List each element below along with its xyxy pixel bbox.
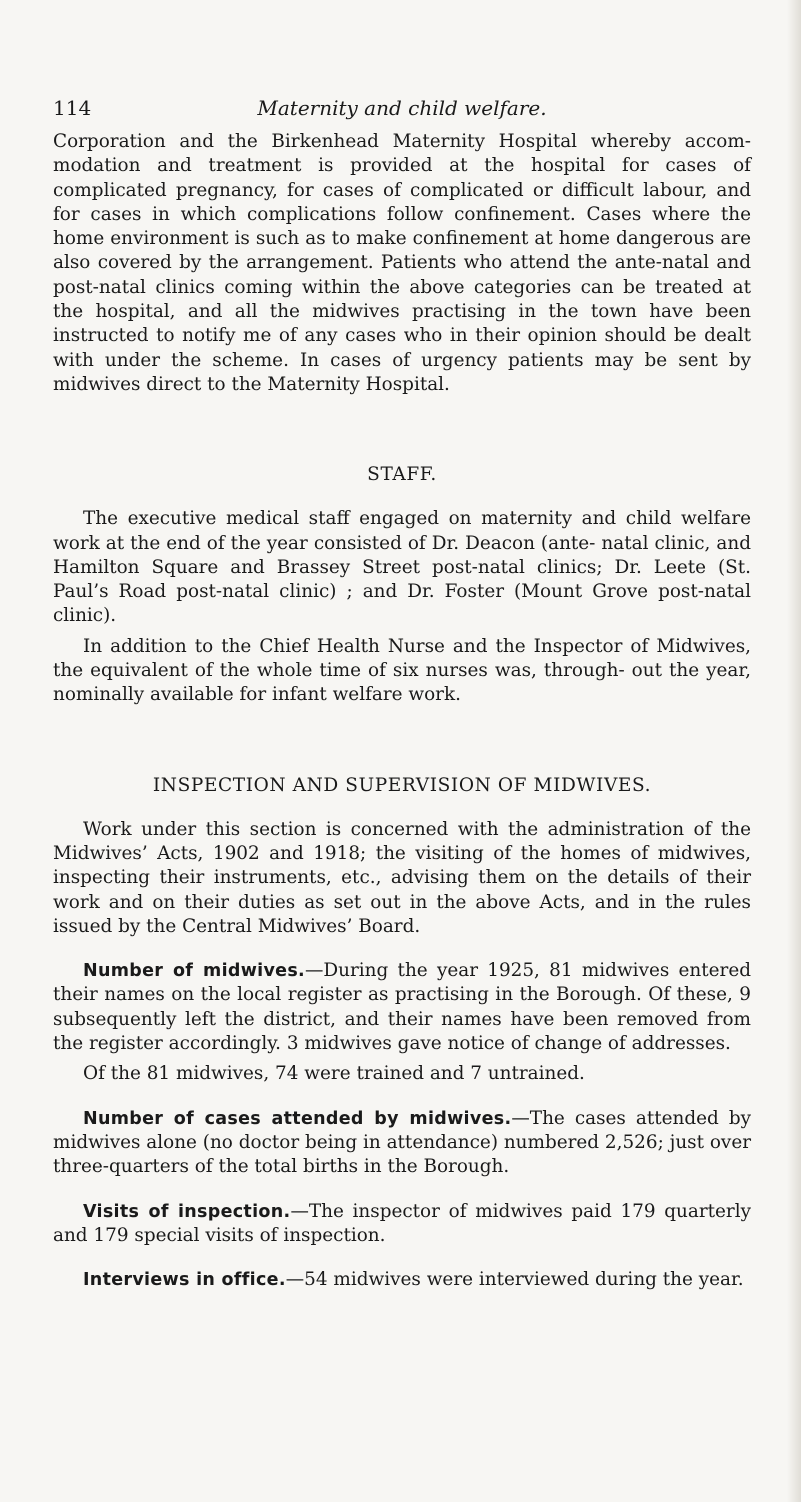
- intro-paragraph: Corporation and the Birkenhead Maternity Hospital whereby accom- modation and treatment is provided at the hospital for cases of complicated pregnancy, for cases of complicated or difficult labour, and for cases in which complications follow confinement. Cases where the home environment is such as to make confinement at home dangerous are also covered by the arrangement. Patients who attend the ante-natal and post-natal clinics coming within the above categories can be treated at the hospital, and all the midwives practising in the town have been instructed to notify me of any cases who in their opinion should be dealt with under the scheme. In cases of urgency patients may be sent by midwives direct to the Maternity Hospital.: [53, 131, 751, 395]
- running-title: Maternity and child welfare.: [257, 96, 547, 120]
- visits-lead: Visits of inspection.: [83, 1201, 291, 1222]
- visits-text: —The inspector of midwives paid 179 quarterly and 179 special visits of inspection.: [53, 1200, 751, 1246]
- cases-attended-text: —The cases attended by midwives alone (no doctor being in attendance) numbered 2,526; just over three-quarters of the total births in the Borough.: [53, 1107, 751, 1178]
- number-of-midwives-paragraph: [53, 959, 751, 1056]
- cases-attended-paragraph: [53, 1107, 751, 1180]
- interviews-lead: Interviews in office.: [83, 1270, 286, 1291]
- document-page: [53, 96, 751, 1292]
- page-number: 114: [53, 96, 92, 120]
- page-header: [53, 96, 751, 130]
- inspection-paragraph: Work under this section is concerned with the administration of the Midwives’ Acts, 1902 and 1918; the visiting of the homes of midwives, inspecting their instruments, etc., advising them on the details of their work and on their duties as set out in the above Acts, and in the rules issued by the Central Midwives’ Board.: [53, 818, 751, 937]
- staff-heading: STAFF.: [367, 464, 437, 486]
- trained-midwives-paragraph: Of the 81 midwives, 74 were trained and 7 untrained.: [83, 1063, 585, 1085]
- number-of-midwives-text: —During the year 1925, 81 midwives entered their names on the local register as practising in the Borough. Of these, 9 subsequently left the district, and their names have been removed from the register accordingly. 3 midwives gave notice of change of addresses.: [53, 960, 752, 1055]
- visits-paragraph: [53, 1200, 751, 1249]
- cases-attended-lead: Number of cases attended by midwives.: [83, 1108, 512, 1129]
- inspection-heading: INSPECTION AND SUPERVISION OF MIDWIVES.: [152, 774, 652, 796]
- number-of-midwives-lead: Number of midwives.: [83, 961, 306, 982]
- staff-paragraph-2: In addition to the Chief Health Nurse and the Inspector of Midwives, the equivalent of the whole time of six nurses was, through- out the year, nominally available for infant welfare work.: [53, 635, 751, 706]
- interviews-paragraph: [53, 1268, 751, 1292]
- page-edge-shadow: [787, 0, 801, 1502]
- staff-paragraph-1: The executive medical staff engaged on maternity and child welfare work at the end of the year consisted of Dr. Deacon (ante- natal clinic, and Hamilton Square and Brassey Street post-natal clinics; Dr. Leete (St. Paul’s Road post-natal clinic) ; and Dr. Foster (Mount Grove post-natal clinic).: [53, 508, 751, 627]
- interviews-text: —54 midwives were interviewed during the year.: [285, 1269, 744, 1291]
